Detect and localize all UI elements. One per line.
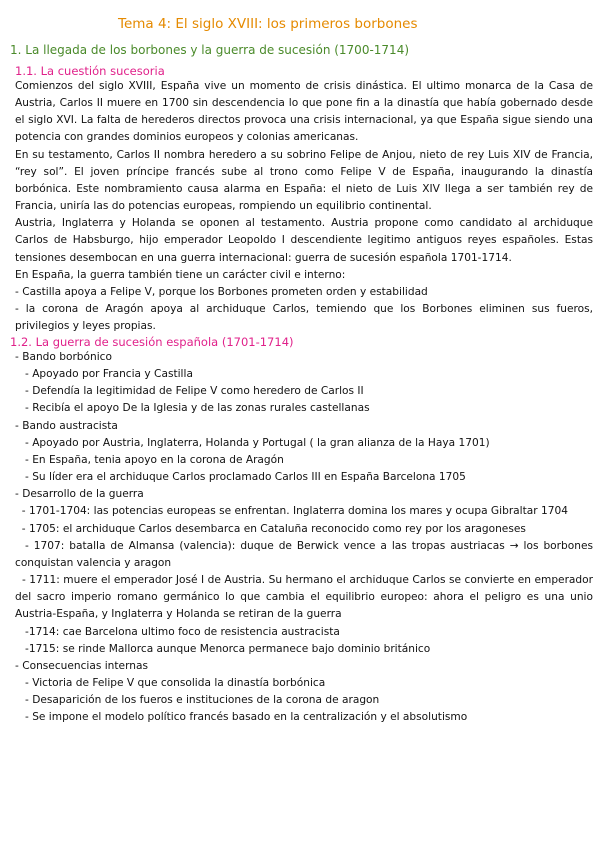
list-item: - 1701-1704: las potencias europeas se enfrentan. Inglaterra domina los mares y ocupa Gibraltar 1704 xyxy=(15,505,568,518)
list-item: - 1711: muere el emperador José I de Austria. Su hermano el archiduque Carlos se convierte en emperador del sacro imperio romano germánico lo que cambia el equilibrio europeo: ahora el peligro es una unio Austria-España, y Inglaterra y Holanda se retiran de la guerra xyxy=(15,574,597,621)
list-item: - Desaparición de los fueros e instituciones de la corona de aragon xyxy=(25,694,380,707)
list-item: - Se impone el modelo político francés basado en la centralización y el absolutismo xyxy=(25,711,468,724)
list-item: - Apoyado por Francia y Castilla xyxy=(25,368,193,381)
list-item: - Desarrollo de la guerra xyxy=(15,488,144,501)
list-item: - Recibía el apoyo De la Iglesia y de las zonas rurales castellanas xyxy=(25,402,370,415)
paragraph: En su testamento, Carlos II nombra heredero a su sobrino Felipe de Anjou, nieto de rey Luis XIV de Francia, “rey sol”. El joven príncipe francés sube al trono como Felipe V de España, inaugurando la dinastía borbónica. Este nombramiento causa alarma en España: el nieto de Luis XIV llega a ser también rey de Francia, uniría las do potencias europeas, rompiendo un equilibrio continental. xyxy=(15,148,593,213)
list-item: - Victoria de Felipe V que consolida la dinastía borbónica xyxy=(25,676,326,689)
subsection-1-2-list xyxy=(15,349,597,726)
list-item: - 1707: batalla de Almansa (valencia): duque de Berwick vence a las tropas austriacas → los borbones conquistan valencia y aragon xyxy=(15,539,597,569)
list-item: - Defendía la legitimidad de Felipe V como heredero de Carlos II xyxy=(25,385,364,398)
paragraph: Austria, Inglaterra y Holanda se oponen al testamento. Austria propone como candidato al archiduque Carlos de Habsburgo, hijo emperador Leopoldo I descendiente legitimo antiguos reyes españoles. Estas tensiones desembocan en una guerra internacional: guerra de sucesión española 1701-1714. xyxy=(15,217,593,264)
list-item: - En España, tenia apoyo en la corona de Aragón xyxy=(25,453,284,466)
subsection-1-1-body xyxy=(15,78,593,335)
subsection-heading-1-2: 1.2. La guerra de sucesión española (1701-1714) xyxy=(10,335,294,349)
list-item: - Apoyado por Austria, Inglaterra, Holanda y Portugal ( la gran alianza de la Haya 1701) xyxy=(25,436,490,449)
section-heading-1: 1. La llegada de los borbones y la guerra de sucesión (1700-1714) xyxy=(10,43,410,57)
bullet-item: - la corona de Aragón apoya al archiduque Carlos, temiendo que los Borbones eliminen sus fueros, privilegios y leyes propias. xyxy=(15,303,593,333)
list-item: - Bando austracista xyxy=(15,419,118,432)
paragraph: En España, la guerra también tiene un carácter civil e interno: xyxy=(15,268,346,281)
bullet-item: - Castilla apoya a Felipe V, porque los Borbones prometen orden y estabilidad xyxy=(15,285,428,298)
list-item: - Bando borbónico xyxy=(15,351,112,363)
list-item: -1714: cae Barcelona ultimo foco de resistencia austracista xyxy=(25,625,340,638)
paragraph: Comienzos del siglo XVIII, España vive un momento de crisis dinástica. El ultimo monarca de la Casa de Austria, Carlos II muere en 1700 sin descendencia lo que pone fin a la dinastía que había gobernado desde el siglo XVI. La falta de herederos directos provoca una crisis internacional, ya que España sigue siendo una potencia con grandes dominios europeos y colonias americanas. xyxy=(15,80,593,144)
list-item: - Consecuencias internas xyxy=(15,659,148,672)
list-item: -1715: se rinde Mallorca aunque Menorca permanece bajo dominio británico xyxy=(25,642,431,655)
list-item: - Su líder era el archiduque Carlos proclamado Carlos III en España Barcelona 1705 xyxy=(25,471,466,484)
subsection-heading-1-1: 1.1. La cuestión sucesoria xyxy=(15,64,165,78)
list-item: - 1705: el archiduque Carlos desembarca en Cataluña reconocido como rey por los aragoneses xyxy=(15,522,526,535)
page-title: Tema 4: El siglo XVIII: los primeros borbones xyxy=(118,16,418,32)
